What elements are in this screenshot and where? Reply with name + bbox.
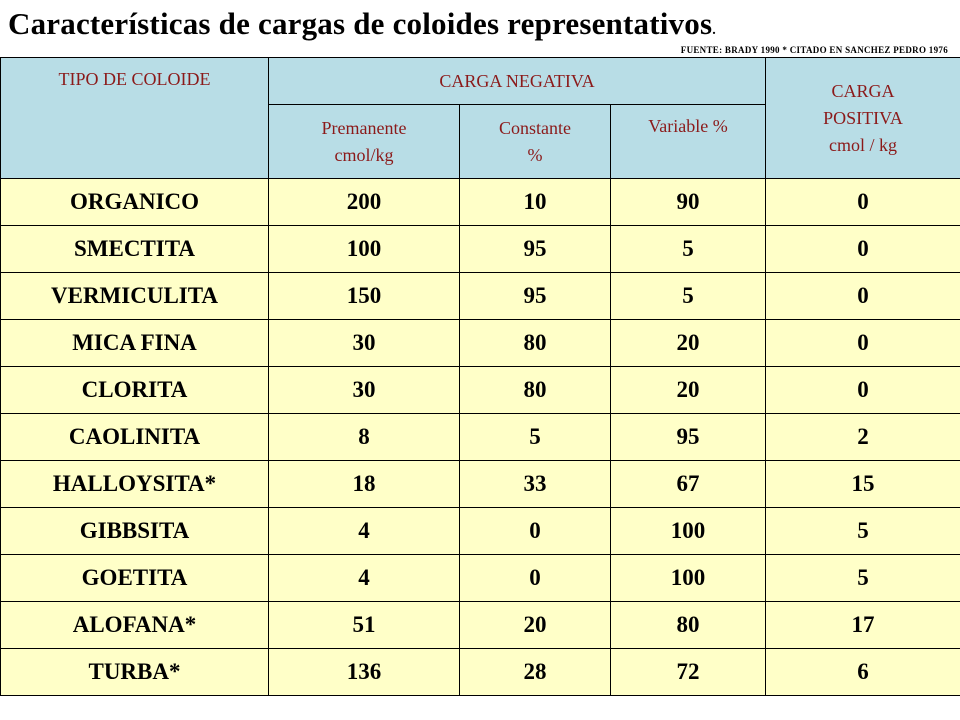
header-constant-line2: % <box>527 144 543 165</box>
cell-constant: 80 <box>460 367 611 414</box>
header-permanent <box>269 105 460 179</box>
table-row <box>1 649 960 696</box>
cell-constant: 95 <box>460 226 611 273</box>
table-row <box>1 273 960 320</box>
cell-colloid-name: ALOFANA* <box>1 602 269 649</box>
cell-positive: 6 <box>766 649 960 696</box>
cell-colloid-name: VERMICULITA <box>1 273 269 320</box>
table-row <box>1 508 960 555</box>
cell-variable: 72 <box>611 649 766 696</box>
cell-colloid-name: CLORITA <box>1 367 269 414</box>
cell-permanent: 136 <box>269 649 460 696</box>
table-row <box>1 320 960 367</box>
cell-variable: 95 <box>611 414 766 461</box>
cell-variable: 100 <box>611 555 766 602</box>
cell-colloid-name: MICA FINA <box>1 320 269 367</box>
cell-positive: 0 <box>766 320 960 367</box>
cell-permanent: 30 <box>269 320 460 367</box>
header-positive-line2: POSITIVA <box>823 107 903 128</box>
header-positive-line1: CARGA <box>831 80 895 101</box>
cell-positive: 5 <box>766 508 960 555</box>
cell-variable: 67 <box>611 461 766 508</box>
cell-colloid-name: CAOLINITA <box>1 414 269 461</box>
cell-permanent: 4 <box>269 508 460 555</box>
title-trailing-period: . <box>712 23 716 38</box>
cell-variable: 5 <box>611 226 766 273</box>
cell-colloid-name: HALLOYSITA* <box>1 461 269 508</box>
cell-permanent: 100 <box>269 226 460 273</box>
cell-positive: 0 <box>766 273 960 320</box>
page-title <box>8 6 716 42</box>
cell-permanent: 51 <box>269 602 460 649</box>
cell-variable: 90 <box>611 179 766 226</box>
cell-constant: 0 <box>460 508 611 555</box>
header-constant-line1: Constante <box>499 117 571 138</box>
cell-constant: 28 <box>460 649 611 696</box>
header-permanent-line1: Premanente <box>321 117 407 138</box>
cell-constant: 0 <box>460 555 611 602</box>
cell-constant: 20 <box>460 602 611 649</box>
header-row-1 <box>1 58 960 105</box>
header-positive-unit: cmol / kg <box>829 134 897 155</box>
cell-constant: 80 <box>460 320 611 367</box>
header-variable: Variable % <box>611 105 766 179</box>
header-permanent-line2: cmol/kg <box>334 144 394 165</box>
cell-constant: 10 <box>460 179 611 226</box>
cell-colloid-name: ORGANICO <box>1 179 269 226</box>
header-colloid-type: TIPO DE COLOIDE <box>1 58 269 179</box>
cell-variable: 20 <box>611 320 766 367</box>
cell-constant: 33 <box>460 461 611 508</box>
cell-permanent: 150 <box>269 273 460 320</box>
cell-positive: 0 <box>766 179 960 226</box>
colloid-charge-table <box>0 57 960 696</box>
cell-positive: 0 <box>766 367 960 414</box>
cell-colloid-name: GIBBSITA <box>1 508 269 555</box>
cell-colloid-name: SMECTITA <box>1 226 269 273</box>
cell-variable: 80 <box>611 602 766 649</box>
cell-variable: 20 <box>611 367 766 414</box>
header-negative-charge: CARGA NEGATIVA <box>269 58 766 105</box>
cell-positive: 2 <box>766 414 960 461</box>
table-row <box>1 555 960 602</box>
cell-permanent: 30 <box>269 367 460 414</box>
cell-colloid-name: GOETITA <box>1 555 269 602</box>
cell-permanent: 8 <box>269 414 460 461</box>
cell-variable: 5 <box>611 273 766 320</box>
title-text: Características de cargas de coloides representativos <box>8 6 713 41</box>
cell-positive: 17 <box>766 602 960 649</box>
table-row <box>1 461 960 508</box>
cell-permanent: 200 <box>269 179 460 226</box>
table-row <box>1 414 960 461</box>
table-row <box>1 179 960 226</box>
cell-colloid-name: TURBA* <box>1 649 269 696</box>
cell-constant: 5 <box>460 414 611 461</box>
table-row <box>1 367 960 414</box>
cell-variable: 100 <box>611 508 766 555</box>
source-note: FUENTE: BRADY 1990 * CITADO EN SANCHEZ PEDRO 1976 <box>680 45 948 55</box>
cell-permanent: 4 <box>269 555 460 602</box>
cell-positive: 0 <box>766 226 960 273</box>
header-positive-charge <box>766 58 960 179</box>
header-constant <box>460 105 611 179</box>
cell-constant: 95 <box>460 273 611 320</box>
table-row <box>1 226 960 273</box>
cell-positive: 15 <box>766 461 960 508</box>
table-row <box>1 602 960 649</box>
cell-permanent: 18 <box>269 461 460 508</box>
cell-positive: 5 <box>766 555 960 602</box>
